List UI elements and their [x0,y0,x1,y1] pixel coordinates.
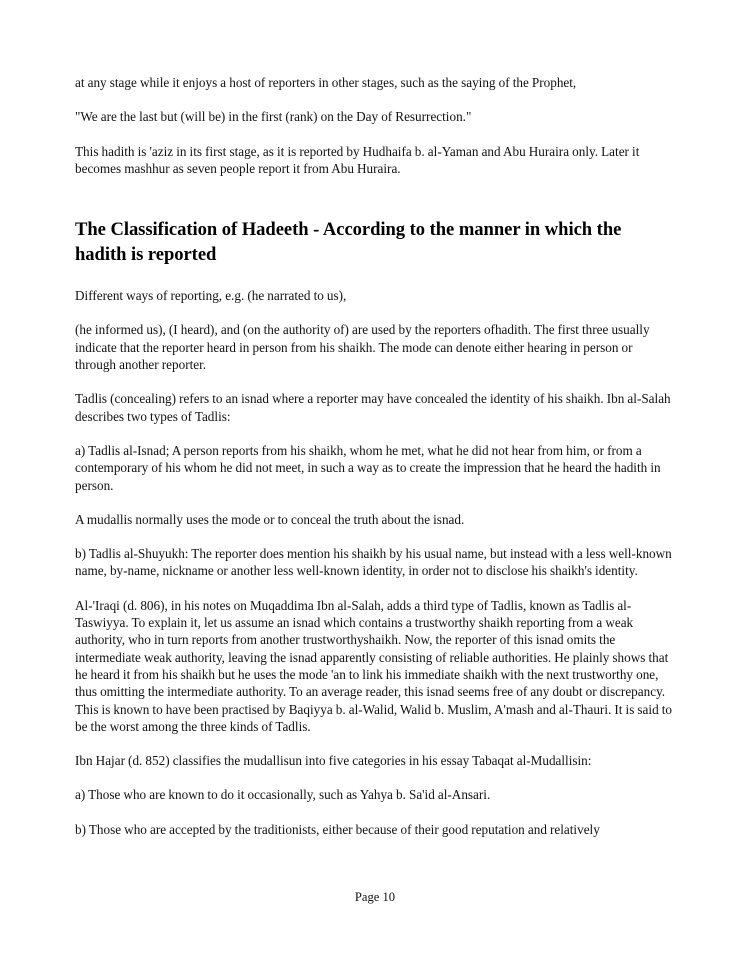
paragraph-spacer [75,425,675,442]
page-footer [0,888,750,906]
paragraph-category-b: b) Those who are accepted by the traditionists, either because of their good reputation and relatively [75,821,600,837]
paragraph-spacer [75,91,675,108]
paragraph-reporting-ways: Different ways of reporting, e.g. (he narrated to us), [75,288,347,304]
page-number: Page 10 [354,890,396,904]
paragraph-tadlis-al-shuyukh: b) Tadlis al-Shuyukh: The reporter does mention his shaikh by his usual name, but instead with a less well-known name, by-name, nickname or another less well-known identity, in order not to disclose his shaikh's identity. [75,546,672,579]
paragraph-tadlis-definition: Tadlis (concealing) refers to an isnad where a reporter may have concealed the identity of his shaikh. Ibn al-Salah describes two types of Tadlis: [75,391,671,424]
paragraph-spacer [75,804,675,821]
heading-spacer-top [75,177,675,218]
paragraph-spacer [75,373,675,390]
paragraph-intro-continuation: at any stage while it enjoys a host of reporters in other stages, such as the saying of the Prophet, [75,75,577,90]
paragraph-hadith-quote: "We are the last but (will be) in the first (rank) on the Day of Resurrection." [75,109,472,125]
heading-spacer-bottom [75,267,675,287]
paragraph-category-a: a) Those who are known to do it occasionally, such as Yahya b. Sa'id al-Ansari. [75,787,491,803]
paragraph-spacer [75,769,675,786]
page-title: The Classification of Hadeeth - According to the manner in which the hadith is reported [75,219,622,265]
paragraph-ibn-hajar-categories: Ibn Hajar (d. 852) classifies the mudallisun into five categories in his essay Tabaqat al-Mudallisin: [75,753,592,769]
paragraph-al-iraqi-taswiyya: Al-'Iraqi (d. 806), in his notes on Muqaddima Ibn al-Salah, adds a third type of Tadlis, known as Tadlis al-Taswiyya. To explain it, let us assume an isnad which contains a trustworthy shaikh reporting from a weak authority, who in turn reports from another trustworthyshaikh. Now, the reporter of this isnad omits the intermediate weak authority, leaving the isnad apparently consisting of reliable authorities. He plainly shows that he heard it from his shaikh but he uses the mode 'an to link his immediate shaikh with the next trustworthy one, thus omitting the intermediate authority. To an average reader, this isnad seems free of any doubt or discrepancy. This is known to have been practised by Baqiyya b. al-Walid, Walid b. Muslim, A'mash and al-Thauri. It is said to be the worst among the three kinds of Tadlis. [75,597,673,734]
paragraph-mudallis-mode: A mudallis normally uses the mode or to conceal the truth about the isnad. [75,511,465,527]
paragraph-spacer [75,304,675,321]
document-body [75,74,675,838]
paragraph-reporter-modes: (he informed us), (I heard), and (on the authority of) are used by the reporters ofhadith. The first three usually indicate that the reporter heard in person from his shaikh. The mode can denote either hearing in person or through another reporter. [75,322,650,373]
paragraph-spacer [75,528,675,545]
paragraph-spacer [75,494,675,511]
paragraph-spacer [75,580,675,597]
paragraph-aziz-explanation: This hadith is 'aziz in its first stage, as it is reported by Hudhaifa b. al-Yaman and Abu Huraira only. Later it becomes mashhur as seven people report it from Abu Huraira. [75,143,640,176]
paragraph-tadlis-al-isnad: a) Tadlis al-Isnad; A person reports from his shaikh, whom he met, what he did not hear from him, or from a contemporary of his whom he did not meet, in such a way as to create the impression that he heard the hadith in person. [75,442,661,493]
paragraph-spacer [75,126,675,143]
paragraph-spacer [75,735,675,752]
